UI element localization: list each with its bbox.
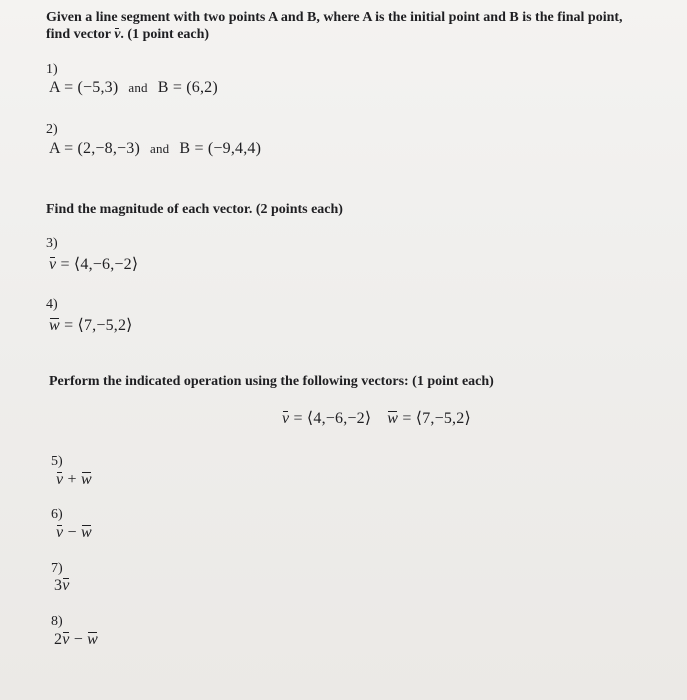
section2-heading: Find the magnitude of each vector. (2 points each): [46, 202, 343, 217]
vector-v-symbol: v: [56, 471, 64, 488]
point-a: A = (2,−8,−3): [49, 140, 140, 157]
vector-v-symbol: v: [62, 631, 70, 648]
problem-6-number: 6): [51, 507, 63, 522]
vector-w-symbol: w: [49, 317, 60, 334]
problem-3-number: 3): [46, 236, 58, 251]
vector-v-symbol: v: [62, 577, 70, 594]
problem-8-expression: [54, 631, 98, 649]
problem-7-expression: [54, 577, 70, 595]
problem-5-expression: [56, 471, 92, 489]
problem-4-expression: [49, 315, 133, 335]
point-b: B = (6,2): [157, 79, 218, 96]
and-connector: and: [150, 141, 170, 156]
heading-prefix: find vector: [46, 27, 111, 42]
vector-v-symbol: v: [56, 524, 64, 541]
coefficient: 2: [54, 631, 63, 648]
vector-components: = ⟨7,−5,2⟩: [59, 317, 133, 334]
problem-2-number: 2): [46, 122, 58, 137]
point-b: B = (−9,4,4): [179, 140, 262, 157]
problem-1-number: 1): [46, 62, 58, 77]
vector-components: = ⟨4,−6,−2⟩: [56, 256, 139, 273]
problem-8-number: 8): [51, 614, 63, 629]
point-a: A = (−5,3): [49, 79, 119, 96]
problem-5-number: 5): [51, 454, 63, 469]
vector-w-symbol: w: [80, 524, 92, 541]
section3-heading: Perform the indicated operation using the following vectors: (1 point each): [49, 374, 494, 389]
vector-w-symbol: w: [387, 410, 399, 427]
problem-1-expression: [49, 79, 218, 97]
problem-3-expression: [49, 254, 138, 274]
problem-6-expression: [56, 524, 92, 542]
vector-w-symbol: w: [80, 471, 92, 488]
and-connector: and: [128, 80, 148, 95]
given-v-components: = ⟨4,−6,−2⟩: [289, 410, 372, 427]
vector-v-symbol: v: [49, 256, 57, 273]
vector-v-symbol: v: [282, 410, 290, 427]
problem-4-number: 4): [46, 297, 58, 312]
operator: +: [63, 471, 81, 488]
problem-2-expression: [49, 140, 261, 158]
given-vectors: [282, 408, 471, 428]
given-w-components: = ⟨7,−5,2⟩: [398, 410, 471, 427]
vector-v-symbol: v: [114, 27, 121, 42]
heading-suffix: . (1 point each): [120, 27, 210, 42]
operator: −: [63, 524, 81, 541]
section1-heading-line1: Given a line segment with two points A and B, where A is the initial point and B is the final point,: [46, 10, 623, 25]
problem-7-number: 7): [51, 561, 63, 576]
section1-heading-line2: [46, 27, 209, 43]
vector-w-symbol: w: [87, 631, 99, 648]
coefficient: 3: [54, 577, 63, 594]
operator: −: [69, 631, 88, 648]
